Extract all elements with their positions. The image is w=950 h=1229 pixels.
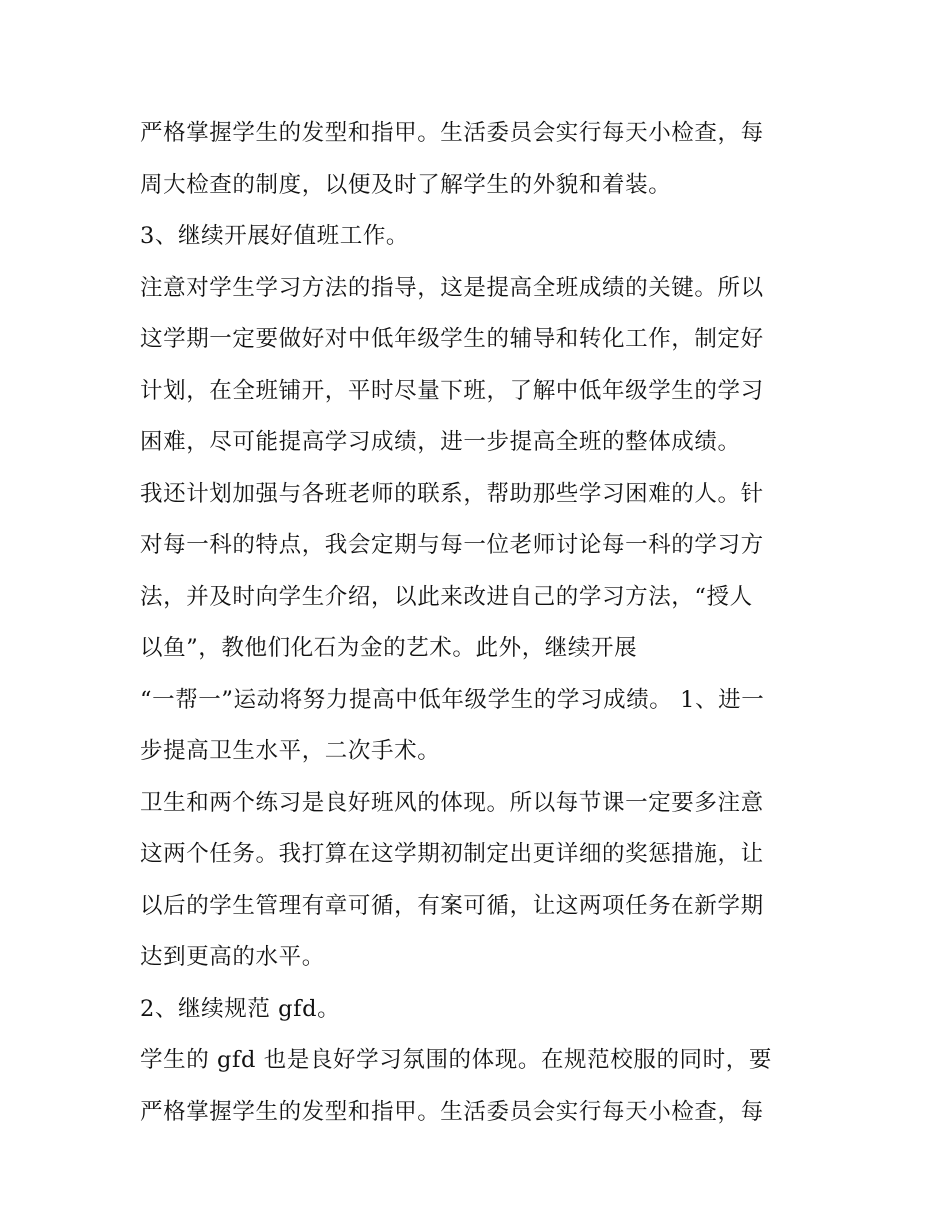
text-line: “一帮一”运动将努力提高中低年级学生的学习成绩。 1、进一	[140, 686, 765, 713]
text-line: 学生的 gfd 也是良好学习氛围的体现。在规范校服的同时，要	[140, 1047, 772, 1073]
text-line: 困难，尽可能提高学习成绩，进一步提高全班的整体成绩。	[140, 429, 741, 455]
text-line: 对每一科的特点，我会定期与每一位老师讨论每一科的学习方	[140, 532, 764, 558]
text-line: 严格掌握学生的发型和指甲。生活委员会实行每天小检查，每	[140, 120, 764, 146]
text-line: 法，并及时向学生介绍，以此来改进自己的学习方法，“授人	[140, 583, 753, 610]
text-line: 计划，在全班铺开，平时尽量下班，了解中低年级学生的学习	[140, 377, 764, 404]
text-line: 3、继续开展好值班工作。	[140, 223, 410, 249]
text-line: 我还计划加强与各班老师的联系，帮助那些学习困难的人。针	[140, 480, 764, 507]
text-line: 卫生和两个练习是良好班风的体现。所以每节课一定要多注意	[140, 789, 764, 816]
text-line: 周大检查的制度，以便及时了解学生的外貌和着装。	[140, 171, 672, 198]
text-line: 达到更高的水平。	[140, 944, 325, 970]
text-line: 以鱼”，教他们化石为金的艺术。此外，继续开展	[140, 635, 638, 661]
text-line: 这学期一定要做好对中低年级学生的辅导和转化工作，制定好	[140, 326, 764, 352]
text-line: 这两个任务。我打算在这学期初制定出更详细的奖惩措施，让	[140, 841, 764, 867]
text-line: 2、继续规范 gfd。	[140, 995, 341, 1022]
text-line: 注意对学生学习方法的指导，这是提高全班成绩的关键。所以	[140, 274, 764, 301]
text-line: 严格掌握学生的发型和指甲。生活委员会实行每天小检查，每	[140, 1098, 764, 1125]
text-line: 以后的学生管理有章可循，有案可循，让这两项任务在新学期	[140, 892, 764, 919]
text-line: 步提高卫生水平，二次手术。	[140, 738, 441, 764]
body-text	[140, 108, 820, 1138]
